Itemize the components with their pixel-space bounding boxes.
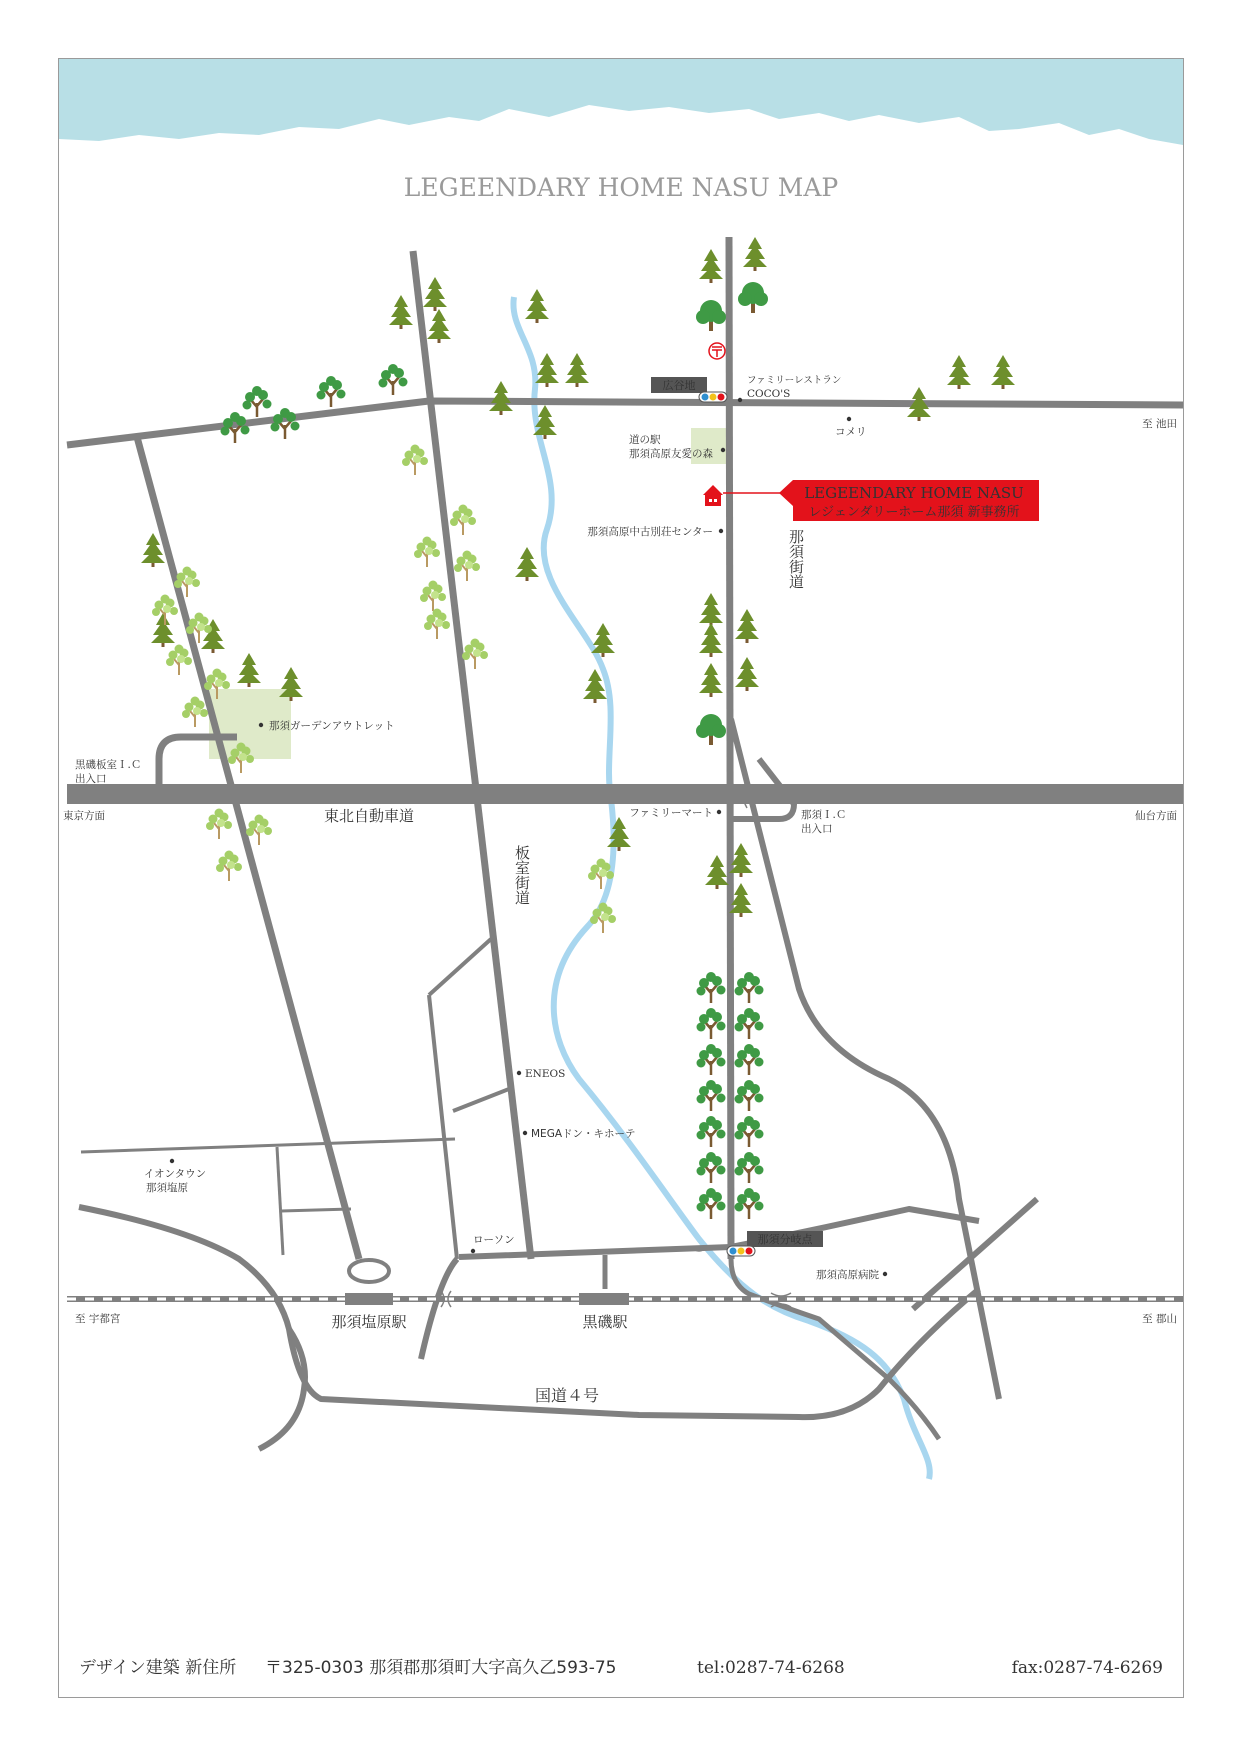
komeri-label: コメリ bbox=[835, 426, 867, 438]
dir-sendai: 仙台方面 bbox=[1135, 810, 1177, 822]
traffic-light-icon bbox=[727, 1246, 755, 1256]
map-frame bbox=[58, 58, 1184, 1698]
conifer-tree-icon bbox=[151, 613, 175, 647]
eneos-label: ENEOS bbox=[525, 1068, 566, 1080]
round-tree-icon bbox=[696, 300, 726, 331]
conifer-tree-icon bbox=[699, 663, 723, 697]
road-aeon-v bbox=[277, 1147, 283, 1255]
conifer-tree-icon bbox=[591, 623, 615, 657]
dir-utsunomiya: 至 宇都宮 bbox=[75, 1313, 121, 1325]
familymart-label: ファミリーマート bbox=[629, 807, 713, 819]
kuroiso-ic-label-2: 出入口 bbox=[75, 773, 107, 785]
road-side-b bbox=[429, 995, 457, 1259]
cocos-label: COCO'S bbox=[747, 388, 791, 400]
hirotanichi-label: 広谷地 bbox=[662, 379, 696, 392]
footer-tel: tel:0287-74-6268 bbox=[697, 1658, 845, 1678]
road-south bbox=[459, 1209, 979, 1257]
expressway-label: 東北自動車道 bbox=[323, 807, 415, 825]
light-tree-icon bbox=[462, 639, 488, 670]
light-tree-icon bbox=[206, 809, 232, 840]
conifer-tree-icon bbox=[705, 855, 729, 889]
dir-koriyama: 至 郡山 bbox=[1142, 1313, 1177, 1325]
road-left-diagonal bbox=[137, 437, 359, 1259]
area-map bbox=[59, 59, 1183, 1697]
conifer-tree-icon bbox=[389, 295, 413, 329]
light-tree-icon bbox=[246, 815, 272, 846]
light-tree-icon bbox=[424, 609, 450, 640]
conifer-tree-icon bbox=[535, 353, 559, 387]
road-aeon-h bbox=[281, 1209, 351, 1211]
road-aeon bbox=[81, 1139, 455, 1152]
light-tree-icon bbox=[402, 445, 428, 476]
dir-ikeda: 至 池田 bbox=[1142, 418, 1177, 430]
light-tree-icon bbox=[152, 595, 178, 626]
nasu-ic-label-2: 出入口 bbox=[801, 823, 833, 835]
conifer-tree-icon bbox=[237, 653, 261, 687]
road-route4-spur bbox=[259, 1329, 305, 1449]
round-tree-icon bbox=[697, 1044, 726, 1075]
conifer-tree-icon bbox=[423, 277, 447, 311]
round-tree-icon bbox=[243, 386, 272, 417]
light-tree-group bbox=[152, 445, 616, 934]
aeon-label-1: イオンタウン bbox=[143, 1168, 207, 1180]
road-station-loop bbox=[421, 1259, 457, 1359]
family-restaurant-label: ファミリーレストラン bbox=[747, 375, 842, 386]
light-tree-icon bbox=[414, 537, 440, 568]
light-tree-icon bbox=[216, 851, 242, 882]
post-office-icon bbox=[709, 343, 725, 359]
round-tree-icon bbox=[697, 1152, 726, 1183]
round-tree-icon bbox=[697, 1080, 726, 1111]
station-kuroiso-platform bbox=[579, 1293, 629, 1305]
sky-banner bbox=[59, 59, 1183, 145]
round-tree-icon bbox=[697, 1116, 726, 1147]
footer-address: 〒325-0303 那須郡那須町大字高久乙593-75 bbox=[265, 1658, 617, 1678]
light-tree-icon bbox=[454, 551, 480, 582]
michinoeki-label-1: 道の駅 bbox=[629, 434, 661, 446]
round-tree-icon bbox=[735, 1080, 764, 1111]
hospital-label: 那須高原病院 bbox=[816, 1269, 879, 1281]
round-tree-icon bbox=[735, 1188, 764, 1219]
round-tree-icon bbox=[271, 408, 300, 439]
conifer-tree-icon bbox=[743, 237, 767, 271]
kuroiso-ic-label-1: 黒磯板室Ｉ.Ｃ bbox=[75, 759, 142, 771]
conifer-tree-icon bbox=[427, 309, 451, 343]
footer-company: デザイン建築 新住所 bbox=[79, 1658, 237, 1678]
round-tree-icon bbox=[696, 714, 726, 745]
mega-donki-label: MEGAドン・キホーテ bbox=[531, 1128, 636, 1140]
round-tree-icon bbox=[379, 364, 408, 395]
station-kuroiso-label: 黒磯駅 bbox=[582, 1313, 628, 1331]
garden-outlet-label: 那須ガーデンアウトレット bbox=[269, 720, 395, 732]
nasu-bunkiten-label: 那須分岐点 bbox=[757, 1233, 813, 1246]
conifer-tree-icon bbox=[699, 249, 723, 283]
nasu-kaido-label: 那須街道 bbox=[745, 529, 805, 547]
michinoeki-label-2: 那須高原友愛の森 bbox=[629, 448, 713, 460]
round-tree-icon bbox=[735, 1044, 764, 1075]
conifer-tree-icon bbox=[947, 355, 971, 389]
round-tree-icon bbox=[735, 972, 764, 1003]
round-tree-icon bbox=[738, 282, 768, 313]
conifer-tree-icon bbox=[735, 609, 759, 643]
round-tree-icon bbox=[735, 1116, 764, 1147]
light-tree-icon bbox=[166, 645, 192, 676]
house-icon bbox=[703, 485, 723, 506]
round-tree-icon bbox=[697, 1008, 726, 1039]
station-rotary bbox=[349, 1260, 389, 1282]
road-side-a bbox=[429, 939, 491, 995]
station-nasushiobara-label: 那須塩原駅 bbox=[331, 1313, 407, 1331]
villa-center-label: 那須高原中古別荘センター bbox=[587, 526, 713, 538]
round-tree-icon bbox=[697, 972, 726, 1003]
footer-fax: fax:0287-74-6269 bbox=[1011, 1658, 1163, 1678]
traffic-light-icon bbox=[699, 392, 727, 402]
round-tree-icon bbox=[735, 1008, 764, 1039]
round-tree-icon bbox=[697, 1188, 726, 1219]
light-tree-icon bbox=[420, 581, 446, 612]
light-tree-icon bbox=[450, 505, 476, 536]
light-tree-icon bbox=[590, 903, 616, 934]
conifer-tree-icon bbox=[991, 355, 1015, 389]
conifer-tree-icon bbox=[699, 593, 723, 627]
map-title: LEGEENDARY HOME NASU MAP bbox=[403, 173, 839, 202]
aeon-label-2: 那須塩原 bbox=[146, 1182, 188, 1194]
conifer-tree-icon bbox=[525, 289, 549, 323]
conifer-tree-group bbox=[141, 237, 1015, 917]
conifer-tree-icon bbox=[515, 547, 539, 581]
station-nasushiobara-platform bbox=[345, 1293, 393, 1305]
road-nasu-kaido bbox=[729, 237, 731, 1259]
office-name-jp: レジェンダリーホーム那須 新事務所 bbox=[808, 505, 1020, 520]
conifer-tree-icon bbox=[565, 353, 589, 387]
conifer-tree-icon bbox=[735, 657, 759, 691]
route4-label: 国道４号 bbox=[534, 1386, 600, 1405]
office-name-en: LEGEENDARY HOME NASU bbox=[804, 484, 1024, 502]
nasu-ic-label-1: 那須Ｉ.Ｃ bbox=[801, 809, 847, 821]
dir-tokyo: 東京方面 bbox=[63, 810, 105, 822]
light-tree-icon bbox=[182, 697, 208, 728]
round-tree-icon bbox=[317, 376, 346, 407]
road-side-c bbox=[453, 1089, 509, 1111]
itamuro-kaido-label: 板室街道 bbox=[471, 845, 531, 863]
conifer-tree-icon bbox=[279, 667, 303, 701]
lawson-label: ローソン bbox=[473, 1234, 515, 1246]
round-tree-icon bbox=[735, 1152, 764, 1183]
conifer-tree-icon bbox=[699, 623, 723, 657]
